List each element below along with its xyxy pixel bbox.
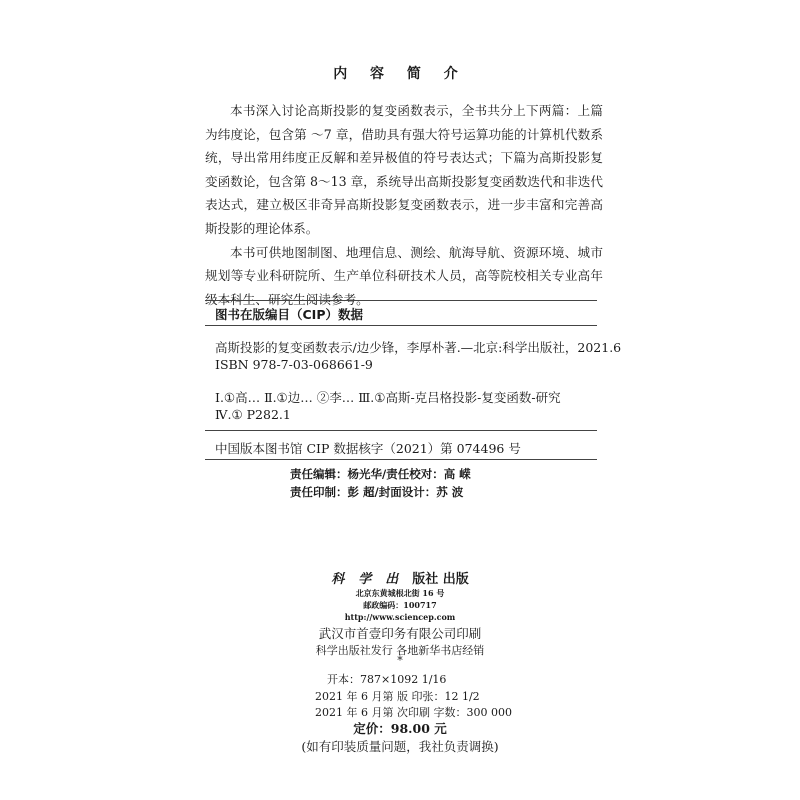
publisher-name [0,568,800,587]
cip-bottom-rule [205,459,597,460]
cip-heading: 图书在版编目（CIP）数据 [215,307,363,322]
staff-editors: 责任编辑：杨光华/责任校对：高 嵘 [290,467,471,481]
staff-production: 责任印制：彭 超/封面设计：苏 波 [290,485,464,499]
summary-paragraph-2: 本书可供地图制图、地理信息、测绘、航海导航、资源环境、城市规划等专业科研院所、生产单位科研技术人员，高等院校相关专业高年级本科生、研究生阅读参考。 [205,244,603,307]
separator-star: * [397,654,403,667]
publisher-website: http://www.sciencep.com [344,612,456,622]
page-title: 内 容 简 介 [333,66,467,82]
cip-record-number: 中国版本图书馆 CIP 数据核字（2021）第 074496 号 [215,441,521,456]
printing-info: 2021 年 6 月第 次印刷 字数：300 000 [315,706,512,719]
cip-isbn: ISBN 978-7-03-068661-9 [215,357,373,372]
cip-bibliographic-line: 高斯投影的复变函数表示/边少锋，李厚朴著.—北京:科学出版社，2021.6 [215,340,622,355]
publisher-postcode: 邮政编码：100717 [363,600,437,610]
summary-paragraph-1: 本书深入讨论高斯投影的复变函数表示，全书共分上下两篇：上篇为纬度论，包含第 ～7 章，借助具有强大符号运算功能的计算机代数系统，导出常用纬度正反解和差异极值的符号表达式；下篇为高斯投影复变函数论，包含第 8～13 章，系统导出高斯投影复变函数迭代和非迭代表达式，建立极区非奇异高斯投影复变函数表示，进一步丰富和完善高斯投影的理论体系。 [205,103,603,236]
content-summary [205,99,603,311]
publisher-calligraphy: 科学出 [331,572,413,587]
cip-classification-1: Ⅰ.①高… Ⅱ.①边… ②李… Ⅲ.①高斯-克吕格投影-复变函数-研究 [215,390,561,405]
cip-classification-2: Ⅳ.① P282.1 [215,407,291,422]
edition-info: 2021 年 6 月第 版 印张：12 1/2 [315,690,480,703]
printer: 武汉市首壹印务有限公司印刷 [318,626,482,641]
quality-note: (如有印装质量问题，我社负责调换) [301,739,499,754]
cip-top-rule [205,300,597,301]
cip-heading-rule [205,325,597,326]
publisher-address: 北京东黄城根北街 16 号 [355,588,445,598]
book-format: 开本：787×1092 1/16 [327,673,447,686]
cip-divider-rule [205,430,597,431]
price: 定价：98.00 元 [353,721,447,736]
distribution: 科学出版社发行 各地新华书店经销 [315,644,485,657]
publisher-suffix: 版社 出版 [412,572,469,587]
